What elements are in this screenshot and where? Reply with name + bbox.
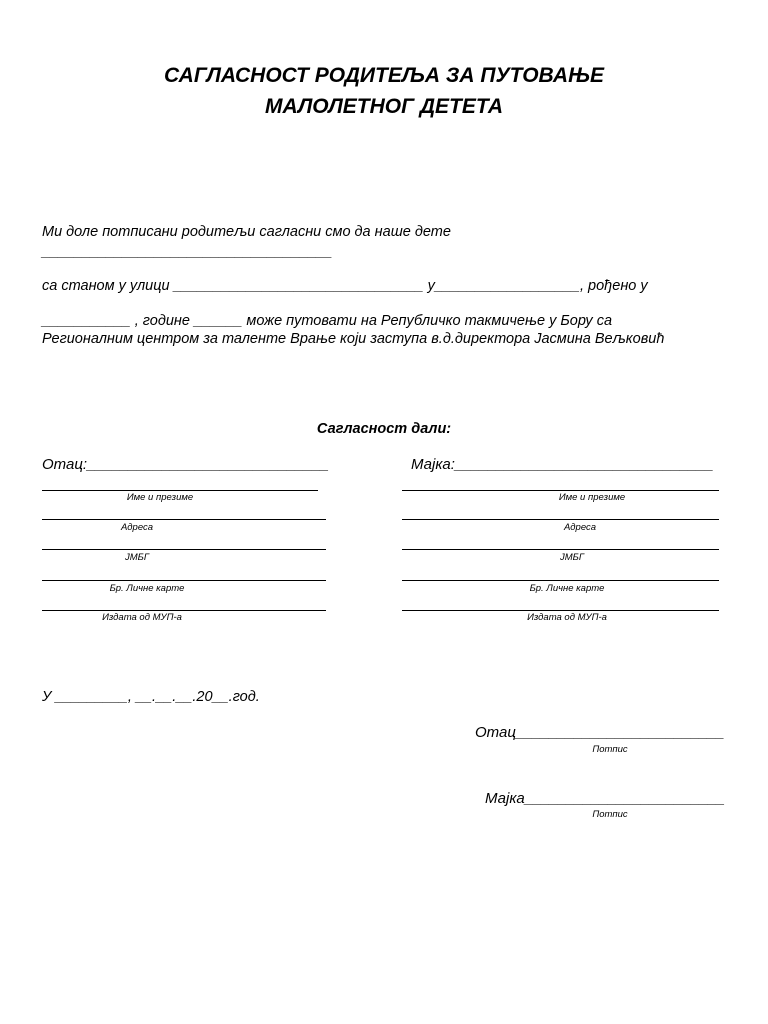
father-address-line — [42, 519, 326, 520]
mother-address-line — [402, 519, 719, 520]
consent-heading: Сагласност дали: — [316, 421, 452, 437]
father-signature-label: Отац_________________________ — [475, 724, 725, 741]
paragraph-line-1: Ми доле потписани родитељи сагласни смо да наше дете — [42, 224, 451, 240]
father-jmbg-line — [42, 549, 326, 550]
mother-jmbg-caption: ЈМБГ — [559, 552, 584, 563]
document-title-line2: МАЛОЛЕТНОГ ДЕТЕТА — [264, 95, 504, 118]
paragraph-line-4: ___________ , године ______ може путовати на Републичко такмичење у Бору са — [42, 313, 613, 329]
mother-signature-label: Мајка________________________ — [485, 790, 725, 807]
father-signature-caption: Потпис — [592, 744, 628, 755]
father-mup-caption: Издата од МУП-а — [102, 612, 182, 623]
mother-address-caption: Адреса — [563, 522, 597, 533]
father-mup-line — [42, 610, 326, 611]
mother-name-caption: Име и презиме — [558, 492, 626, 503]
document-title-line1: САГЛАСНОСТ РОДИТЕЉА ЗА ПУТОВАЊЕ — [164, 64, 604, 87]
father-name-caption: Име и презиме — [126, 492, 194, 503]
father-label: Отац:_____________________________ — [42, 456, 330, 473]
father-jmbg-caption: ЈМБГ — [124, 552, 149, 563]
mother-id-caption: Бр. Личне карте — [529, 583, 605, 594]
mother-signature-caption: Потпис — [592, 809, 628, 820]
mother-mup-line — [402, 610, 719, 611]
father-id-caption: Бр. Личне карте — [109, 583, 185, 594]
father-id-line — [42, 580, 326, 581]
mother-label: Мајка:_______________________________ — [411, 456, 714, 473]
father-name-line — [42, 490, 318, 491]
paragraph-line-3: са станом у улици _______________________________ у__________________, рођено у — [42, 278, 648, 294]
paragraph-line-2: ____________________________________ — [42, 244, 333, 260]
father-address-caption: Адреса — [120, 522, 154, 533]
paragraph-line-5: Регионалним центром за таленте Врање који заступа в.д.директора Јасмина Вељковић — [42, 331, 665, 347]
mother-name-line — [402, 490, 719, 491]
mother-mup-caption: Издата од МУП-а — [527, 612, 607, 623]
mother-jmbg-line — [402, 549, 719, 550]
date-place-line: У _________, __.__.__.20__.год. — [42, 689, 260, 705]
mother-id-line — [402, 580, 719, 581]
